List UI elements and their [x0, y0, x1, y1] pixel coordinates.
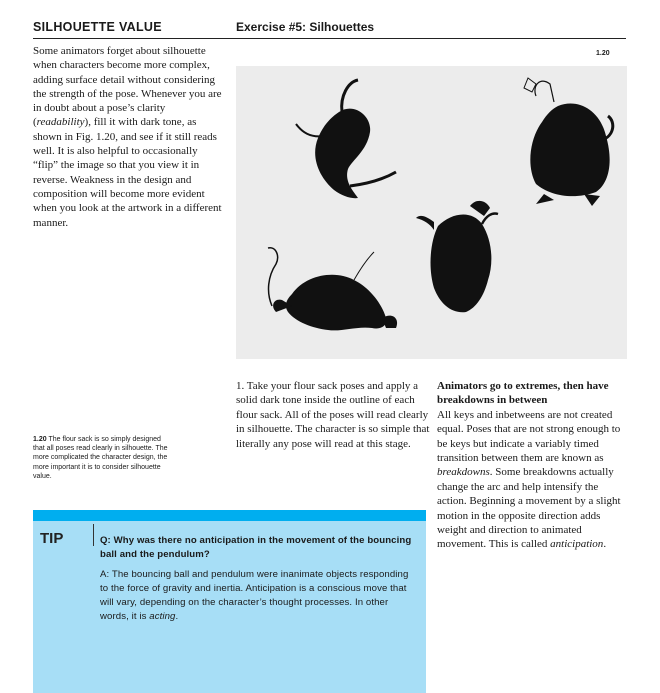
header-rule — [33, 38, 626, 39]
tip-divider — [93, 524, 94, 546]
sidebar-body: All keys and inbetweens are not created equal. Poses that are not strong enough to be keys but indicate a variably timed transition between them are known as breakdowns. Some breakdowns actually change the arc and help intensify the action. Beginning a movement by a slight motion in the opposite direction adds weight and direction to animated movement. This is called anticipation. — [437, 408, 621, 551]
silhouette-pose-crawling — [268, 248, 397, 331]
exercise-title: Exercise #5: Silhouettes — [236, 20, 375, 34]
tip-question: Q: Why was there no anticipation in the movement of the bouncing ball and the pendulum? — [100, 535, 412, 560]
caption-label: 1.20 — [33, 436, 47, 443]
tip-label: TIP — [40, 530, 64, 547]
tip-band — [33, 510, 426, 521]
silhouette-pose-standing — [524, 78, 613, 206]
sidebar-heading: Animators go to extremes, then have breakdowns in between — [437, 380, 609, 407]
tip-answer: A: The bouncing ball and pendulum were inanimate objects responding to the force of gravity and inertia. Anticipation is a conscious move that will vary, depending on the character’s thought processes. In other words, it is acting. — [100, 569, 409, 622]
section-title: SILHOUETTE VALUE — [33, 20, 162, 34]
silhouette-artwork — [236, 66, 627, 359]
figure-number: 1.20 — [596, 50, 610, 57]
intro-paragraph: Some animators forget about silhouette when characters become more complex, adding surface detail without considering the strength of the pose. Whenever you are in doubt about a pose’s clarity (readability), fill it with dark tone, as shown in Fig. 1.20, and see if it still reads well. It is also helpful to occasionally “flip” the image so that you view it in reverse. Weakness in the design and composition will become more evident when you look at the artwork in a different manner. — [33, 45, 222, 229]
sidebar-text — [437, 379, 627, 552]
silhouette-pose-tumbling — [296, 80, 396, 198]
figure-caption: 1.20 The flour sack is so simply designed that all poses read clearly in silhouette. The more complicated the character design, the more important it is to consider silhouette value. — [33, 436, 168, 480]
silhouette-pose-lifting — [416, 201, 498, 312]
step-1-text: 1. Take your flour sack poses and apply a solid dark tone inside the outline of each flour sack. All of the poses will read clearly in silhouette. The character is so simple that literally any pose will read at this stage. — [236, 380, 430, 450]
